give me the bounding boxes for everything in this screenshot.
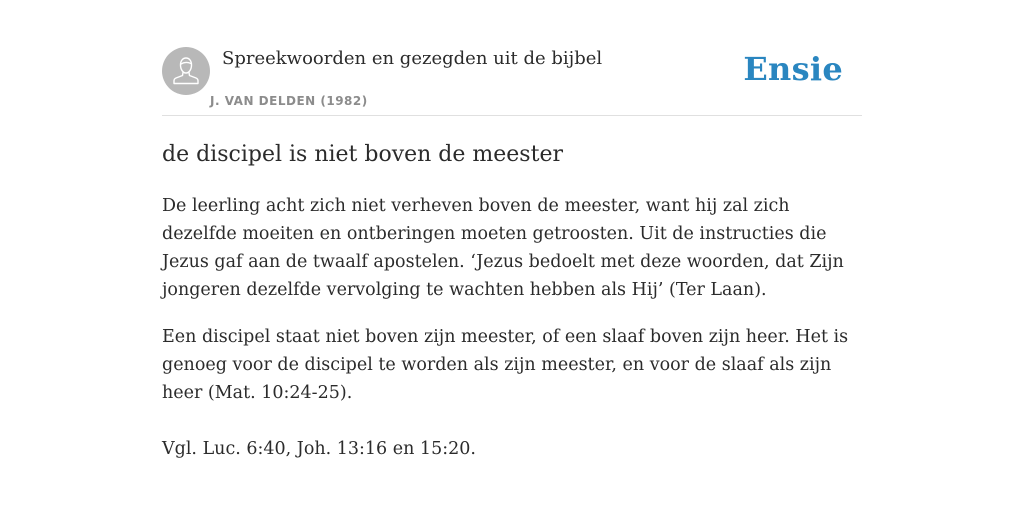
entry-title: de discipel is niet boven de meester	[162, 142, 563, 167]
ensie-logo[interactable]: Ensie	[743, 50, 843, 88]
author-avatar[interactable]	[162, 47, 210, 95]
entry-paragraph-1: De leerling acht zich niet verheven boven de meester, want hij zal zich dezelfde moeiten en ontberingen moeten getroosten. Uit de instructies die Jezus gaf aan de twaalf apostelen. ‘Jezus bedoelt met deze woorden, dat Zijn jongeren dezelfde vervolging te wachten hebben als Hij’ (Ter Laan).	[162, 196, 844, 300]
entry-paragraph-3: Vgl. Luc. 6:40, Joh. 13:16 en 15:20.	[162, 439, 476, 459]
entry-header	[162, 44, 862, 116]
entry-paragraph-2: Een discipel staat niet boven zijn meester, of een slaaf boven zijn heer. Het is genoeg voor de discipel te worden als zijn meester, en voor de slaaf als zijn heer (Mat. 10:24-25).	[162, 327, 849, 403]
user-icon	[162, 47, 210, 95]
entry-card	[162, 44, 862, 463]
book-title-link[interactable]: Spreekwoorden en gezegden uit de bijbel	[222, 48, 603, 69]
author-name[interactable]: J. VAN DELDEN (1982)	[210, 94, 368, 108]
